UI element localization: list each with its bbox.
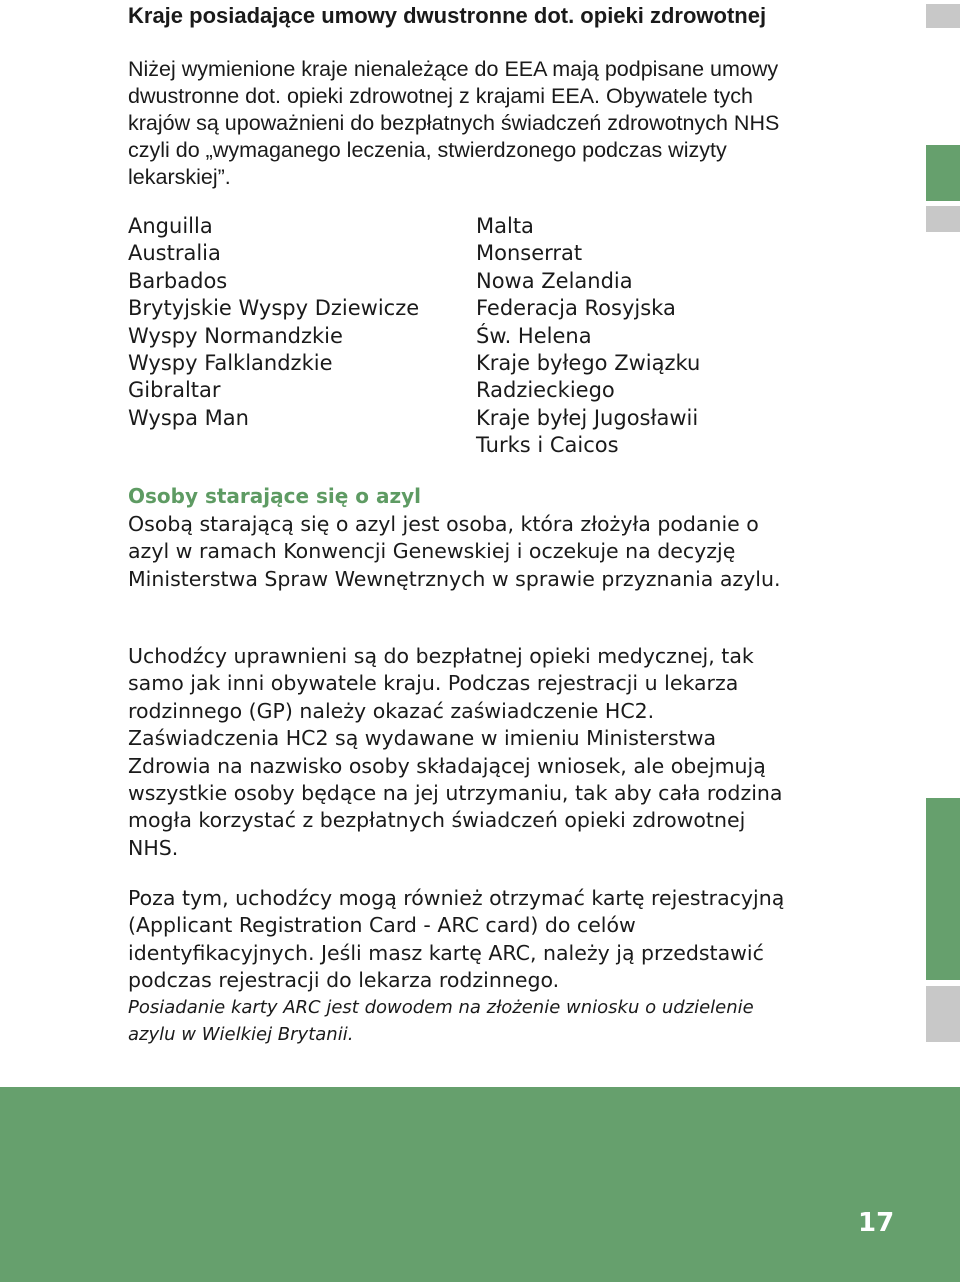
list-item: Kraje byłego Związku bbox=[476, 351, 701, 376]
country-list-left bbox=[128, 213, 458, 432]
arc-card-paragraph: Poza tym, uchodźcy mogą również otrzymać kartę rejestracyjną (Applicant Registration Card - ARC card) do celów identyfikacyjnych. Jeśli masz kartę ARC, należy ją przedstawić podczas rejestracji do lekarza rodzinnego. bbox=[128, 886, 785, 993]
section-heading-asylum: Osoby starające się o azyl bbox=[128, 484, 422, 508]
section-heading-bilateral: Kraje posiadające umowy dwustronne dot. opieki zdrowotnej bbox=[128, 3, 767, 28]
footer-band bbox=[0, 1087, 960, 1282]
list-item: Gibraltar bbox=[128, 378, 221, 403]
section-tab-marker bbox=[926, 986, 960, 1042]
list-item: Radzieckiego bbox=[476, 378, 615, 403]
country-list-right bbox=[476, 213, 796, 460]
list-item: Anguilla bbox=[128, 214, 213, 238]
refugee-care-paragraph: Uchodźcy uprawnieni są do bezpłatnej opieki medycznej, tak samo jak inni obywatele kraju. Podczas rejestracji u lekarza rodzinnego (GP) należy okazać zaświadczenie HC2. Zaświadczenia HC2 są wydawane w imieniu Ministerstwa Zdrowia na nazwisko osoby składającej wniosek, ale obejmują wszystkie osoby będące na jej utrzymaniu, tak aby cała rodzina mogła korzystać z bezpłatnych świadczeń opieki zdrowotnej NHS. bbox=[128, 644, 783, 860]
section-tab-marker bbox=[926, 4, 960, 28]
list-item: Australia bbox=[128, 241, 221, 266]
arc-card-note: Posiadanie karty ARC jest dowodem na złożenie wniosku o udzielenie azylu w Wielkiej Brytanii. bbox=[128, 997, 754, 1045]
section-tab-marker-active bbox=[926, 798, 960, 980]
section-tab-marker-active bbox=[926, 145, 960, 201]
list-item: Nowa Zelandia bbox=[476, 268, 633, 293]
list-item: Brytyjskie Wyspy Dziewicze bbox=[128, 296, 420, 321]
list-item: Federacja Rosyjska bbox=[476, 296, 676, 321]
list-item: Wyspa Man bbox=[128, 405, 249, 430]
list-item: Wyspy Falklandzkie bbox=[128, 351, 333, 376]
list-item: Wyspy Normandzkie bbox=[128, 323, 343, 348]
page-number: 17 bbox=[858, 1208, 895, 1238]
list-item: Barbados bbox=[128, 268, 228, 293]
asylum-definition-paragraph: Osobą starającą się o azyl jest osoba, która złożyła podanie o azyl w ramach Konwencji Genewskiej i oczekuje na decyzję Ministerstwa Spraw Wewnętrznych w sprawie przyznania azylu. bbox=[128, 512, 781, 591]
bilateral-intro-paragraph: Niżej wymienione kraje nienależące do EEA mają podpisane umowy dwustronne dot. opieki zdrowotnej z krajami EEA. Obywatele tych krajów są upoważnieni do bezpłatnych świadczeń zdrowotnych NHS czyli do „wymaganego leczenia, stwierdzonego podczas wizyty lekarskiej”. bbox=[128, 57, 780, 189]
list-item: Monserrat bbox=[476, 241, 583, 266]
list-item: Św. Helena bbox=[476, 323, 592, 348]
list-item: Turks i Caicos bbox=[476, 433, 619, 458]
list-item: Kraje byłej Jugosławii bbox=[476, 405, 699, 430]
section-tab-marker bbox=[926, 206, 960, 232]
list-item: Malta bbox=[476, 214, 534, 238]
